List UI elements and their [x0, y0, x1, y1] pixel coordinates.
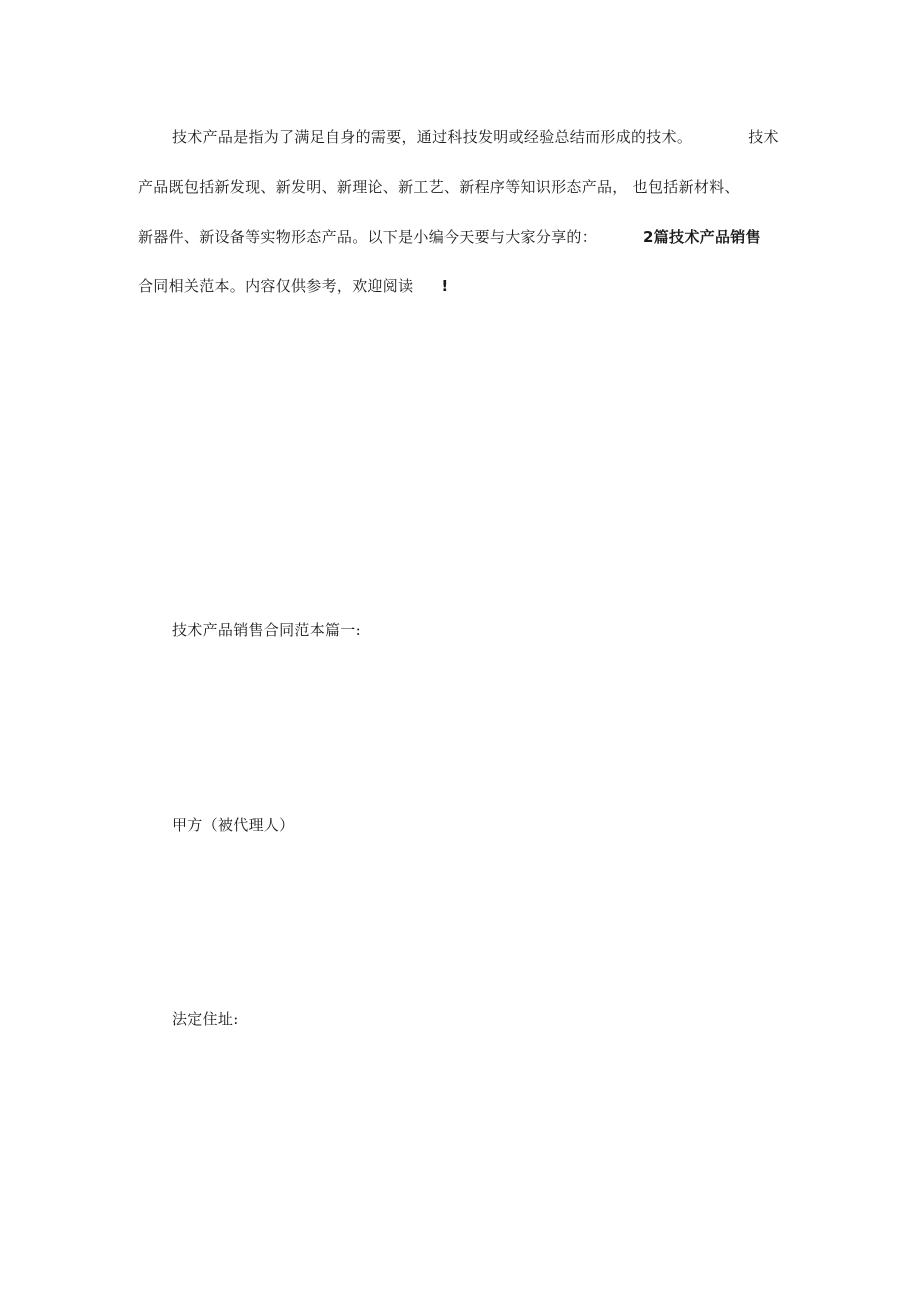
- intro-line-1-text: 技术产品是指为了满足自身的需要，通过科技发明或经验总结而形成的技术。: [172, 128, 693, 146]
- party-a-label-text: 甲方（被代理人）: [172, 816, 295, 834]
- section-heading: [172, 620, 361, 640]
- address-label-text: 法定住址:: [172, 1010, 239, 1028]
- intro-line-3: [138, 227, 761, 247]
- intro-line-2: [138, 177, 740, 197]
- party-a-label: [172, 815, 294, 835]
- address-label: [172, 1009, 239, 1029]
- intro-line-3-text: 新器件、新设备等实物形态产品。以下是小编今天要与大家分享的：: [138, 228, 598, 246]
- intro-line-2-text: 产品既包括新发现、新发明、新理论、新工艺、新程序等知识形态产品， 也包括新材料、: [138, 178, 740, 196]
- intro-line-4-tail: !: [441, 277, 449, 295]
- intro-line-4: [138, 276, 449, 296]
- intro-line-1-tail: 技术: [748, 128, 779, 146]
- intro-line-3-tail: 2篇技术产品销售: [643, 228, 761, 246]
- intro-line-1: [172, 127, 779, 147]
- intro-line-4-text: 合同相关范本。内容仅供参考，欢迎阅读: [138, 277, 414, 295]
- section-heading-text: 技术产品销售合同范本篇一:: [172, 621, 361, 639]
